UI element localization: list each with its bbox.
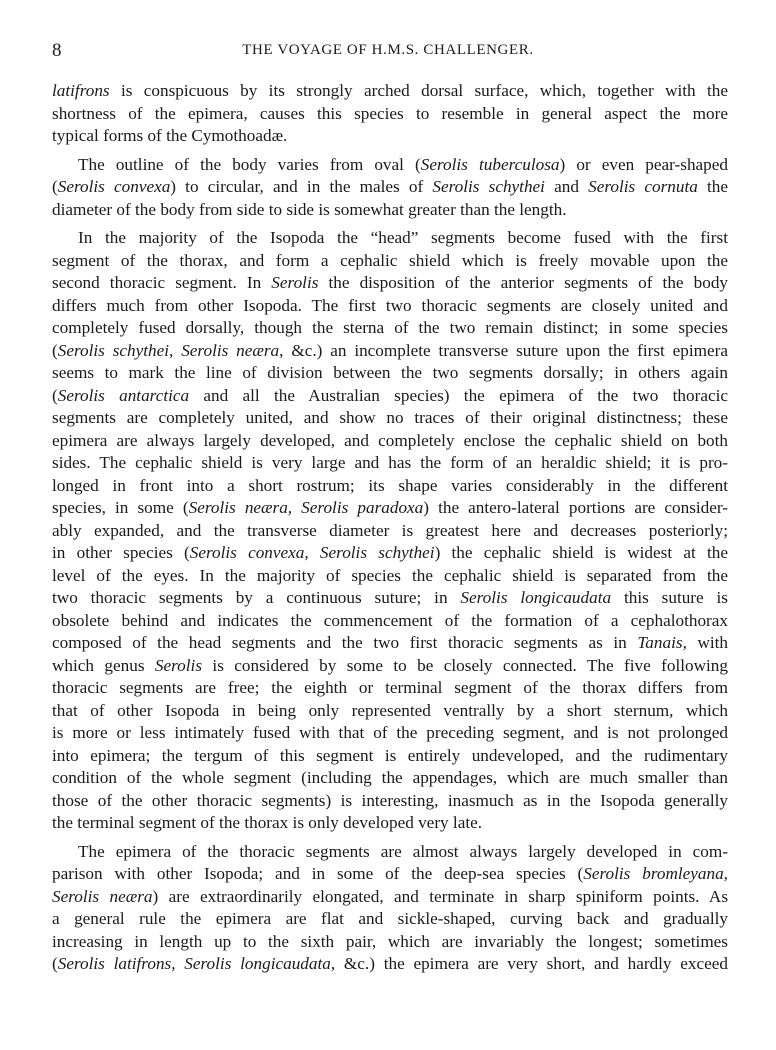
text-run: level of the eyes. In the majority of species the cephalic shield is separated from the [52, 565, 728, 585]
paragraph [52, 841, 728, 976]
text-run: composed of the head segments and the two first thoracic segments as in [52, 633, 638, 652]
italic-taxon: Tanais [637, 633, 683, 652]
text-line [52, 103, 728, 126]
text-run: completely fused dorsally, though the sterna of the two remain distinct; in some species [52, 318, 728, 337]
text-run: epimera are always largely developed, and completely enclose the cephalic shield on both [52, 430, 728, 450]
text-run: two thoracic segments by a continuous suture; in [52, 588, 461, 607]
paragraph [52, 80, 728, 148]
text-line [52, 790, 728, 813]
text-run: which genus [52, 655, 155, 675]
italic-taxon: Serolis antarctica [57, 385, 190, 405]
text-line [52, 953, 728, 976]
text-run: is considered by some to be closely connected. The five following [202, 655, 728, 675]
text-run: into epimera; the tergum of this segment is entirely undeveloped, and the rudimentary [52, 745, 728, 765]
text-run: ) to circular, and in the males of [170, 177, 433, 196]
text-line [52, 176, 728, 199]
text-line [52, 565, 728, 588]
text-run: that of other Isopoda in being only represented ventrally by a short sternum, which [52, 700, 728, 720]
italic-taxon: Serolis [154, 655, 203, 675]
text-run: shortness of the epimera, causes this species to resemble in general aspect the more [52, 103, 728, 123]
text-line [52, 931, 728, 954]
text-run: and [544, 177, 589, 196]
italic-taxon: Serolis [271, 273, 319, 292]
text-line [52, 632, 728, 655]
text-run: this suture is [611, 588, 728, 607]
text-line [52, 407, 728, 430]
text-run: in other species ( [52, 543, 190, 562]
text-line [52, 227, 728, 250]
text-line [52, 542, 728, 565]
text-run: The epimera of the thoracic segments are almost always largely developed in com- [78, 841, 728, 861]
text-run: is conspicuous by its strongly arched dorsal surface, which, together with the [109, 81, 728, 100]
text-run: segment of the thorax, and form a cephalic shield which is freely movable upon the [52, 250, 728, 270]
paragraph [52, 227, 728, 835]
text-run: is more or less intimately fused with that of the preceding segment, and is not prolonged [52, 723, 728, 742]
italic-taxon: Serolis cornuta [588, 177, 698, 196]
text-run: ) the antero-lateral portions are consider- [423, 498, 728, 517]
text-line [52, 250, 728, 273]
text-run: longed in front into a short rostrum; its shape varies considerably in the different [52, 475, 728, 495]
running-title: THE VOYAGE OF H.M.S. CHALLENGER. [242, 42, 534, 58]
text-run: , &c.) an incomplete transverse suture upon the first epimera [279, 340, 728, 360]
text-run: seems to mark the line of division between the two segments dorsally; in others again [52, 363, 728, 382]
text-line [52, 199, 728, 222]
italic-taxon: Serolis longicaudata [460, 588, 612, 607]
italic-taxon: Serolis convexa [57, 177, 171, 196]
text-run: ( [52, 177, 58, 196]
text-line [52, 475, 728, 498]
text-run: differs much from other Isopoda. The first two thoracic segments are closely united and [52, 295, 728, 315]
text-run: typical forms of the Cymothoadæ. [52, 126, 288, 145]
text-run: thoracic segments are free; the eighth or terminal segment of the thorax differs from [52, 678, 728, 697]
text-run: segments are completely united, and show no traces of their original distinctness; these [52, 408, 728, 427]
text-run: sides. The cephalic shield is very large and has the form of an heraldic shield; it is pro- [52, 453, 728, 472]
text-line [52, 722, 728, 745]
text-line [52, 385, 728, 408]
text-line [52, 841, 728, 864]
text-run: The outline of the body varies from oval ( [78, 154, 421, 174]
text-run: a general rule the epimera are flat and sickle-shaped, curving back and gradually [52, 909, 728, 928]
page-number: 8 [52, 40, 62, 61]
italic-taxon: Serolis schythei [432, 177, 545, 196]
text-run: the [697, 177, 728, 196]
text-run: ( [52, 954, 58, 973]
text-run: increasing in length up to the sixth pair, which are invariably the longest; sometimes [52, 931, 728, 951]
text-line [52, 295, 728, 318]
text-line [52, 154, 728, 177]
text-run: the disposition of the anterior segments of the body [318, 273, 728, 292]
text-run: ) the cephalic shield is widest at the [434, 543, 728, 562]
text-run: ably expanded, and the transverse diameter is greatest here and decreases posteriorly; [52, 520, 728, 540]
text-line [52, 272, 728, 295]
text-line [52, 125, 728, 148]
text-line [52, 340, 728, 363]
paragraph [52, 154, 728, 222]
text-run: obsolete behind and indicates the commencement of the formation of a cephalothorax [52, 610, 728, 630]
italic-taxon: Serolis bromleyana, [583, 864, 728, 883]
italic-taxon: Serolis convexa, Serolis schythei [189, 543, 435, 562]
italic-taxon: Serolis neæra, Serolis paradoxa [188, 498, 424, 517]
text-line [52, 767, 728, 790]
text-line [52, 497, 728, 520]
text-line [52, 587, 728, 610]
text-run: , &c.) the epimera are very short, and hardly exceed [330, 954, 728, 973]
text-line [52, 362, 728, 385]
italic-taxon: Serolis tuberculosa [420, 154, 560, 174]
text-run: , with [682, 633, 728, 652]
text-run: second thoracic segment. In [52, 273, 272, 292]
text-run: ) are extraordinarily elongated, and terminate in sharp spiniform points. As [152, 886, 728, 906]
text-line [52, 677, 728, 700]
text-line [52, 430, 728, 453]
text-line [52, 655, 728, 678]
text-run: ( [52, 385, 58, 405]
text-run: parison with other Isopoda; and in some of the deep-sea species ( [52, 864, 584, 883]
text-run: In the majority of the Isopoda the “head” segments become fused with the first [78, 228, 728, 247]
text-line [52, 452, 728, 475]
text-run: ) or even pear-shaped [559, 154, 728, 174]
italic-taxon: latifrons [52, 81, 110, 100]
text-run: those of the other thoracic segments) is interesting, inasmuch as in the Isopoda generally [52, 790, 728, 810]
body-text [52, 80, 728, 976]
text-line [52, 317, 728, 340]
text-line [52, 80, 728, 103]
text-run: the terminal segment of the thorax is only developed very late. [52, 813, 483, 832]
text-run: condition of the whole segment (including the appendages, which are much smaller than [52, 768, 728, 787]
text-line [52, 700, 728, 723]
italic-taxon: Serolis schythei, Serolis neæra [57, 340, 280, 360]
text-line [52, 886, 728, 909]
text-run: species, in some ( [52, 498, 189, 517]
text-line [52, 610, 728, 633]
text-run: ( [52, 340, 58, 360]
text-line [52, 745, 728, 768]
text-line [52, 520, 728, 543]
text-line [52, 863, 728, 886]
italic-taxon: Serolis neæra [52, 886, 153, 906]
text-line [52, 812, 728, 835]
italic-taxon: Serolis latifrons, Serolis longicaudata [57, 954, 331, 973]
text-run: and all the Australian species) the epimera of the two thoracic [189, 385, 728, 405]
text-line [52, 908, 728, 931]
text-run: diameter of the body from side to side is somewhat greater than the length. [52, 199, 567, 219]
